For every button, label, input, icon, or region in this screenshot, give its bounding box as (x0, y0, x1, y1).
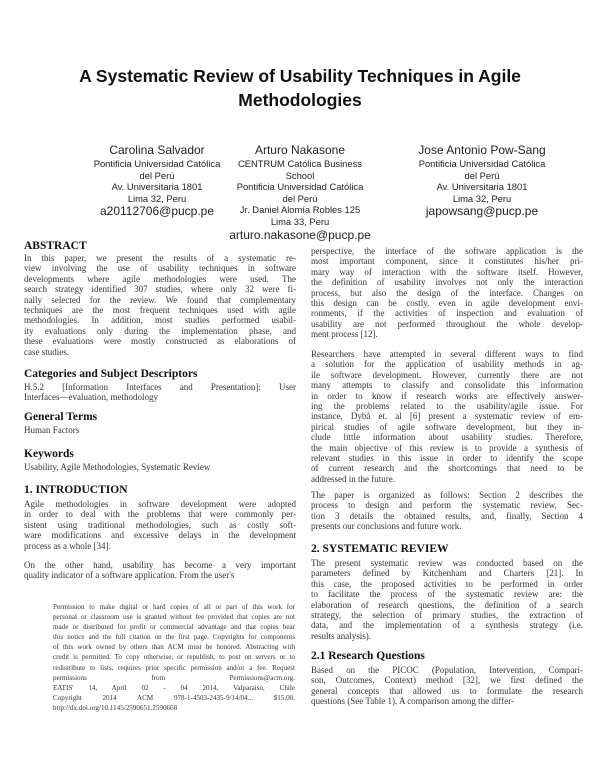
text-line: H.5.2 [Information Interfaces and Presentation]: User (24, 382, 296, 392)
keywords-text (24, 462, 296, 472)
text-line: data, and the implementation of a synthesis strategy (i.e. (311, 620, 583, 631)
text-line: Based on the PICOC (Population, Intervention, Compari- (311, 665, 583, 675)
text-line: sistent using traditional methodologies, such as costly soft- (24, 519, 296, 530)
categories-text (24, 382, 296, 403)
paper-title (0, 64, 600, 112)
text-line: relevant studies in this issue in order to identify the scope (311, 452, 583, 463)
author-email: a20112706@pucp.pe (99, 204, 215, 219)
text-line: search strategy identified 307 studies, where only 32 were fi- (24, 284, 296, 295)
text-line: tion 3 details the obtained results, and, finally, Section 4 (311, 510, 583, 521)
text-line: process to design and perform the systematic review, Sec- (311, 500, 583, 511)
text-line: Permission to make digital or hard copies of all or part of this work for (53, 603, 295, 611)
text-line: this design can be costly, even in agile development envi- (311, 297, 583, 308)
author-name: Carolina Salvador (109, 143, 205, 157)
text-line: of this work owned by others than ACM must be honored. Abstracting with (53, 643, 295, 652)
text-line: of current research and the shortcomings that need to be (311, 463, 583, 474)
text-line: general concepts that allowed us to formulate the research (311, 685, 583, 696)
text-line: ity evaluations only during the implementation phase, and (24, 325, 296, 336)
text-line: case studies. (24, 346, 69, 357)
text-line: view involving the use of usability techniques in software (24, 263, 296, 274)
text-line: redistribute to lists, requires prior specific permission and/or a fee. Request (53, 663, 295, 672)
categories-heading: Categories and Subject Descriptors (24, 368, 198, 380)
text-line: Agile methodologies in software development were adopted (24, 499, 296, 509)
intro-paragraph-5 (311, 490, 583, 532)
author-name: Jose Antonio Pow-Sang (418, 143, 546, 157)
abstract-heading: ABSTRACT (24, 240, 87, 252)
text-line: the definition of usability involves not only the interaction (311, 277, 583, 288)
text-line: many attempts to classify and consolidate this information (311, 380, 583, 391)
text-line: EATIS' 14, April 02 - 04 2014, Valparaiso, Chile (53, 683, 295, 692)
systematic-review-text (311, 558, 583, 641)
text-line: presents our conclusions and future work. (311, 521, 462, 532)
text-line: nally selected for the review. We found that complementary (24, 294, 296, 305)
author-affiliation-line: School (285, 169, 315, 181)
text-line: ware modifications and excessive delays in the development (24, 530, 296, 541)
title-line-1: A Systematic Review of Usability Techniques in Agile (79, 66, 521, 86)
text-line: most important component, since it constitutes his/her pri- (311, 256, 583, 267)
author-affiliation-line: Pontificia Universidad Católica (236, 181, 364, 193)
text-line: Human Factors (24, 425, 80, 435)
text-line: Interfaces—evaluation, methodology (24, 392, 158, 403)
introduction-paragraph-1 (24, 499, 296, 551)
text-line: the main objective of this review is to provide a synthesis of (311, 442, 583, 453)
text-line: made or distributed for profit or commercial advantage and that copies bear (53, 623, 295, 632)
text-line: developments where agile methodologies were used. The (24, 273, 296, 284)
text-line: Researchers have attempted in several different ways to find (311, 349, 583, 359)
text-line: ronments, if the activities of inspection and evaluation of (311, 308, 583, 319)
author-affiliation-line: Lima 32, Peru (452, 192, 512, 204)
text-line: this notice and the full citation on the first page. Copyrights for components (53, 633, 295, 642)
general-terms-text (24, 425, 296, 435)
text-line: results analysis). (311, 630, 371, 641)
text-line: Usability, Agile Methodologies, Systematic Review (24, 462, 211, 472)
text-line: ing the problems related to the usability/agile issue. For (311, 400, 583, 411)
text-line: questions (See Table 1). A comparison among the differ- (311, 696, 515, 707)
text-line: son, Outcomes, Context) method [32], we first defined the (311, 675, 583, 686)
author-affiliation-line: Pontificia Universidad Católica (93, 158, 221, 169)
author-affiliation-line: Lima 32, Peru (127, 192, 187, 204)
title-line-2: Methodologies (238, 90, 362, 110)
author-name: Arturo Nakasone (254, 143, 346, 157)
author-affiliation-line: Lima 33, Peru (270, 215, 330, 227)
text-line: ment process [12]. (311, 329, 378, 340)
text-line: personal or classroom use is granted without fee provided that copies are not (53, 613, 295, 622)
author-affiliation-line: del Perú (282, 192, 318, 204)
author-affiliation-line: del Perú (139, 169, 175, 181)
author-3 (387, 143, 577, 218)
author-affiliation-line: del Perú (464, 169, 500, 181)
text-line: pirical studies of agile software development, but they in- (311, 421, 583, 432)
text-line: http://dx.doi.org/10.1145/2590651.2590668 (53, 703, 178, 712)
introduction-paragraph-2 (24, 560, 296, 581)
text-line: The paper is organized as follows: Section 2 describes the (311, 490, 583, 500)
research-questions-text (311, 665, 583, 707)
text-line: in order to deal with the problems that were commonly per- (24, 509, 296, 520)
author-affiliation-line: Jr. Daniel Alomía Robles 125 (239, 204, 361, 216)
author-affiliation-line: Pontificia Universidad Católica (418, 158, 546, 169)
general-terms-heading: General Terms (24, 411, 98, 423)
text-line: elaboration of research questions, the definition of a search (311, 599, 583, 610)
text-line: parameters defined by Kitchenham and Charters [21]. In (311, 568, 583, 579)
text-line: instance, Dybå et. al [6] present a systematic review of em- (311, 411, 583, 422)
intro-paragraph-3 (311, 246, 583, 340)
author-affiliation-line: Av. Universitaria 1801 (111, 181, 203, 193)
text-line: In this paper, we present the results of a systematic re- (24, 253, 296, 263)
author-2 (205, 143, 395, 242)
research-questions-heading: 2.1 Research Questions (311, 650, 425, 662)
text-line: process as a whole [34]. (24, 540, 111, 551)
text-line: strategy, the selection of primary studies, the extraction of (311, 609, 583, 620)
text-line: mary way of interaction with the software itself. However, (311, 266, 583, 277)
text-line: perspective, the interface of the software application is the (311, 246, 583, 256)
text-line: this case, the proposed activities to be performed in order (311, 578, 583, 589)
author-affiliation-line: Av. Universitaria 1801 (436, 181, 528, 193)
systematic-review-heading: 2. SYSTEMATIC REVIEW (311, 543, 449, 555)
text-line: these evaluations were mostly constructed as elaborations of (24, 336, 296, 347)
text-line: a solution for the application of usability methods in ag- (311, 359, 583, 370)
text-line: permissions from Permissions@acm.org. (53, 673, 295, 682)
permission-notice (53, 602, 295, 713)
text-line: to facilitate the process of the systematic review are: the (311, 589, 583, 600)
text-line: methodologies. In addition, most studies performed usabil- (24, 315, 296, 326)
text-line: techniques are the most frequent techniques used with agile (24, 304, 296, 315)
author-affiliation-line: CENTRUM Católica Business (238, 158, 362, 169)
author-email: japowsang@pucp.pe (425, 204, 539, 219)
abstract-text (24, 253, 296, 357)
keywords-heading: Keywords (24, 448, 74, 460)
text-line: The present systematic review was conducted based on the (311, 558, 583, 568)
author-email: arturo.nakasone@pucp.pe (229, 227, 371, 242)
text-line: ile software development. However, currently there are not (311, 369, 583, 380)
text-line: in order to know if research works are effectively answer- (311, 390, 583, 401)
intro-paragraph-4 (311, 349, 583, 484)
text-line: Copyright 2014 ACM 978-1-4503-2435-9/14/04... $15.00. (53, 693, 295, 702)
text-line: credit is permitted. To copy otherwise, or republish, to post on servers or to (53, 653, 295, 662)
text-line: On the other hand, usability has become a very important (24, 560, 296, 570)
text-line: clude little information about usability studies. Therefore, (311, 432, 583, 443)
introduction-heading: 1. INTRODUCTION (24, 484, 128, 496)
text-line: quality indicator of a software application. From the user's (24, 570, 235, 581)
text-line: process, but also the design of the interface. Changes on (311, 287, 583, 298)
text-line: addressed in the future. (311, 473, 395, 484)
text-line: usability are not performed throughout the whole develop- (311, 318, 583, 329)
